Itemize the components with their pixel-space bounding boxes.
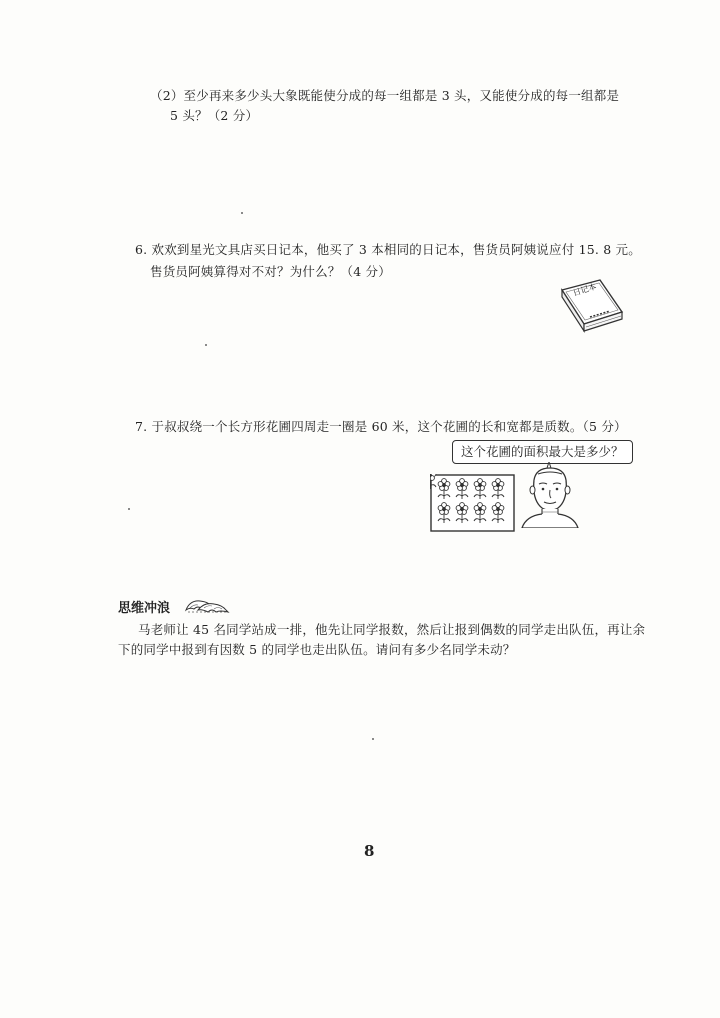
scan-speck xyxy=(128,508,130,510)
q7-text-line1: 7. 于叔叔绕一个长方形花圃四周走一圈是 60 米，这个花圃的长和宽都是质数。（5 分） xyxy=(135,419,627,434)
challenge-text-line1: 马老师让 45 名同学站成一排，他先让同学报数，然后让报到偶数的同学走出队伍，再让余 xyxy=(138,622,646,637)
diary-book-illustration xyxy=(556,276,628,336)
wave-icon xyxy=(184,596,230,614)
q5-text-line2: 5 头？（2 分） xyxy=(170,108,259,123)
scan-speck xyxy=(372,738,374,740)
page-number: 8 xyxy=(364,842,375,860)
challenge-text-line2: 下的同学中报到有因数 5 的同学也走出队伍。请问有多少名同学未动？ xyxy=(118,642,516,657)
uncle-portrait-illustration xyxy=(520,462,580,528)
scan-speck xyxy=(241,212,243,214)
q5-text-line1: （2）至少再来多少头大象既能使分成的每一组都是 3 头，又能使分成的每一组都是 xyxy=(150,88,620,103)
q6-text-line1: 6. 欢欢到星光文具店买日记本，他买了 3 本相同的日记本，售货员阿姨说应付 15. 8 元。 xyxy=(135,242,641,257)
speech-bubble: 这个花圃的面积最大是多少？ xyxy=(452,440,633,464)
book-title: 日记本 xyxy=(571,281,598,298)
scan-speck xyxy=(205,344,207,346)
q6-text-line2: 售货员阿姨算得对不对？为什么？（4 分） xyxy=(150,264,391,279)
flower-bed-illustration xyxy=(430,474,515,532)
section-heading: 思维冲浪 xyxy=(118,601,171,616)
